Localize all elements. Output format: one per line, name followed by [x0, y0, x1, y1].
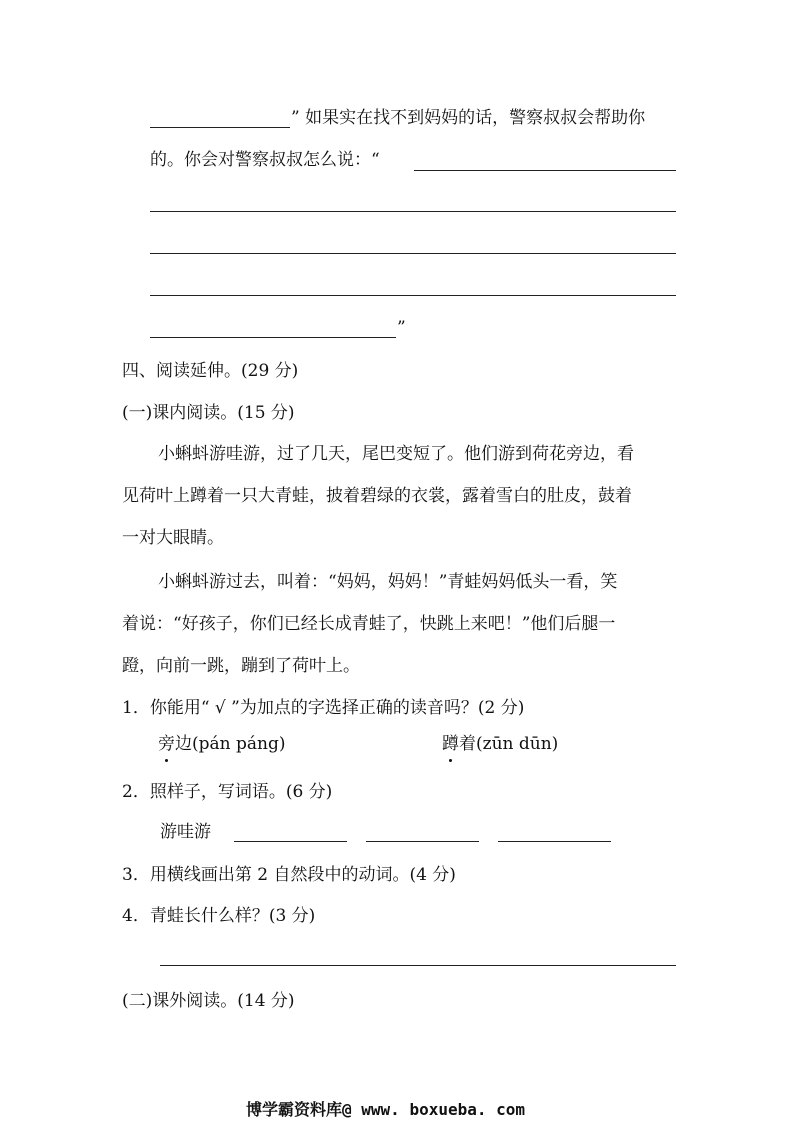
part2-title: (二)课外阅读。(14 分) [122, 991, 295, 1011]
q2-blank-3[interactable] [498, 841, 611, 842]
passage-p2-line3: 蹬，向前一跳，蹦到了荷叶上。 [122, 656, 360, 676]
q4-answer-line[interactable] [160, 965, 676, 966]
q1-item-2-options[interactable]: 着(zūn dūn) [459, 734, 559, 754]
passage-p2-line2: 着说：“好孩子，你们已经长成青蛙了，快跳上来吧！”他们后腿一 [122, 614, 616, 634]
passage-p1-line1: 小蝌蚪游哇游，过了几天，尾巴变短了。他们游到荷花旁边，看 [158, 444, 634, 464]
answer-blank-1[interactable] [150, 127, 290, 128]
footer-site-url[interactable]: @ www. boxueba. com [342, 1100, 526, 1119]
footer-watermark [246, 1097, 525, 1120]
answer-line-6[interactable] [150, 337, 396, 338]
answer-line-4[interactable] [150, 253, 676, 254]
question-3: 3．用横线画出第 2 自然段中的动词。(4 分) [122, 865, 456, 885]
q1-item-1-dotted-char: 旁 [158, 734, 175, 754]
question-4: 4．青蛙长什么样？(3 分) [122, 906, 316, 926]
section-title: 四、阅读延伸。(29 分) [122, 361, 299, 381]
q1-item-2 [442, 733, 558, 755]
passage-p1-line3: 一对大眼睛。 [122, 528, 224, 548]
passage-p2-line1: 小蝌蚪游过去，叫着：“妈妈，妈妈！”青蛙妈妈低头一看，笑 [158, 572, 618, 592]
previous-question-line1: ” 如果实在找不到妈妈的话，警察叔叔会帮助你 [291, 108, 646, 128]
q1-item-1-options[interactable]: 边(pán páng) [175, 734, 286, 754]
q2-blank-1[interactable] [234, 841, 347, 842]
q2-example: 游哇游 [160, 822, 211, 842]
answer-blank-2[interactable] [414, 170, 676, 171]
previous-question-line2: 的。你会对警察叔叔怎么说：“ [150, 150, 380, 170]
question-1: 1．你能用“ √ ”为加点的字选择正确的读音吗？(2 分) [122, 698, 525, 718]
answer-line-5[interactable] [150, 295, 676, 296]
part1-title: (一)课内阅读。(15 分) [122, 403, 295, 423]
answer-line-3[interactable] [150, 211, 676, 212]
question-2: 2．照样子，写词语。(6 分) [122, 782, 333, 802]
q1-item-2-dotted-char: 蹲 [442, 734, 459, 754]
footer-site-name: 博学霸资料库 [246, 1100, 343, 1119]
q1-item-1 [158, 733, 285, 755]
passage-p1-line2: 见荷叶上蹲着一只大青蛙，披着碧绿的衣裳，露着雪白的肚皮，鼓着 [122, 486, 632, 506]
closing-quote: ” [397, 318, 406, 338]
q2-blank-2[interactable] [366, 841, 479, 842]
